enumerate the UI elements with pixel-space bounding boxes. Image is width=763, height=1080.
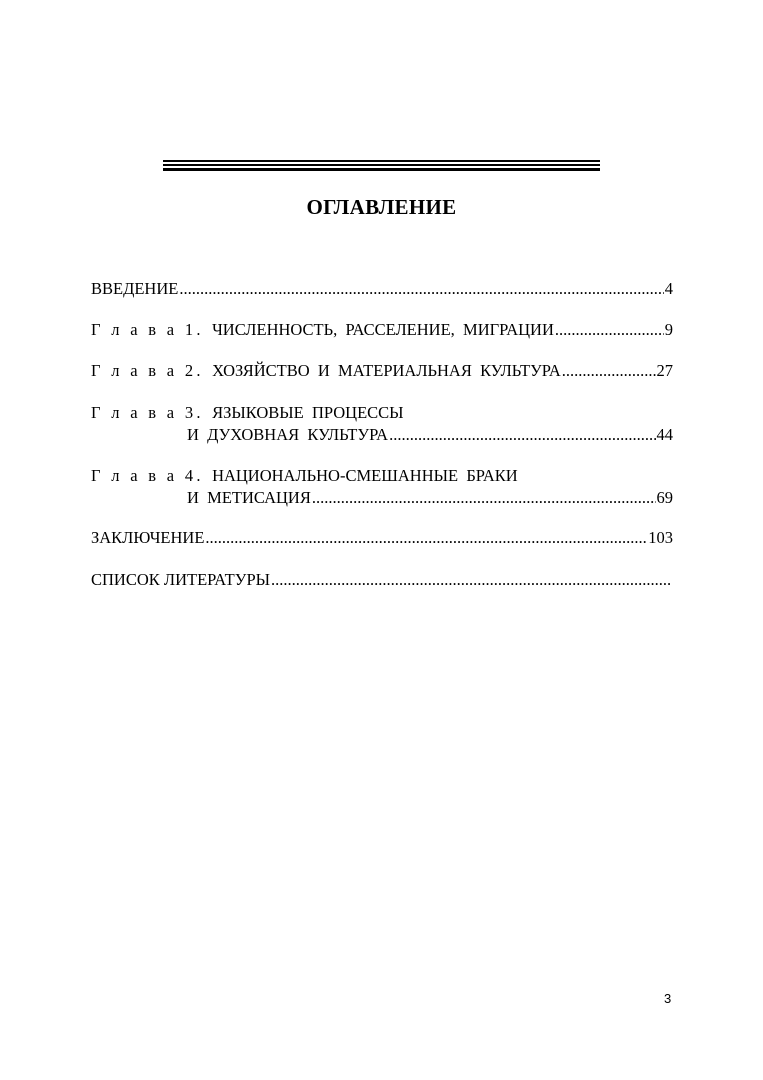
toc-entry-chapter-2[interactable] [91, 360, 673, 382]
toc-leader-dots [312, 487, 656, 509]
toc-entry-chapter-4[interactable] [91, 465, 673, 509]
toc-entry-title-line1: НАЦИОНАЛЬНО-СМЕШАННЫЕ БРАКИ [212, 466, 518, 485]
toc-entry-chapter-3[interactable] [91, 402, 673, 446]
toc-leader-dots [271, 569, 670, 591]
toc-entry-conclusion[interactable] [91, 527, 673, 549]
toc-leader-dots [179, 278, 663, 300]
toc-page-number: 4 [664, 279, 673, 298]
toc-page-number: 69 [656, 488, 673, 507]
toc-leader-dots [555, 319, 664, 341]
toc-entry-title-line1: ЯЗЫКОВЫЕ ПРОЦЕССЫ [212, 403, 404, 422]
toc-entry-title: ВВЕДЕНИЕ [91, 279, 179, 298]
page-number: 3 [664, 991, 672, 1006]
toc-chapter-label: Г л а в а 3. [91, 403, 204, 422]
toc-page-number: 103 [648, 528, 673, 547]
toc-entry-chapter-1[interactable] [91, 319, 673, 341]
toc-leader-dots [205, 527, 647, 549]
toc-entry-title: ХОЗЯЙСТВО И МАТЕРИАЛЬНАЯ КУЛЬТУРА [212, 361, 561, 380]
header-double-rule-middle [163, 164, 600, 166]
toc-entry-title-line2: И ДУХОВНАЯ КУЛЬТУРА [187, 425, 389, 444]
toc-page-number: 44 [656, 425, 673, 444]
toc-chapter-label: Г л а в а 1. [91, 320, 204, 339]
toc-entry-title: ЗАКЛЮЧЕНИЕ [91, 528, 205, 547]
toc-leader-dots [389, 424, 655, 446]
toc-entry-title: ЧИСЛЕННОСТЬ, РАССЕЛЕНИЕ, МИГРАЦИИ [212, 320, 554, 339]
header-double-rule-bottom [163, 168, 600, 171]
toc-page-number: 9 [664, 320, 673, 339]
toc-entry-title: СПИСОК ЛИТЕРАТУРЫ [91, 570, 271, 589]
toc-entry-title-line2: И МЕТИСАЦИЯ [187, 488, 311, 507]
page-title: ОГЛАВЛЕНИЕ [306, 195, 457, 219]
header-double-rule-top [163, 160, 600, 162]
toc-leader-dots [562, 360, 656, 382]
toc-entry-introduction[interactable] [91, 278, 673, 300]
toc-chapter-label: Г л а в а 2. [91, 361, 204, 380]
toc-page-number: 27 [656, 361, 673, 380]
toc-entry-bibliography[interactable] [91, 569, 671, 591]
toc-chapter-label: Г л а в а 4. [91, 466, 204, 485]
